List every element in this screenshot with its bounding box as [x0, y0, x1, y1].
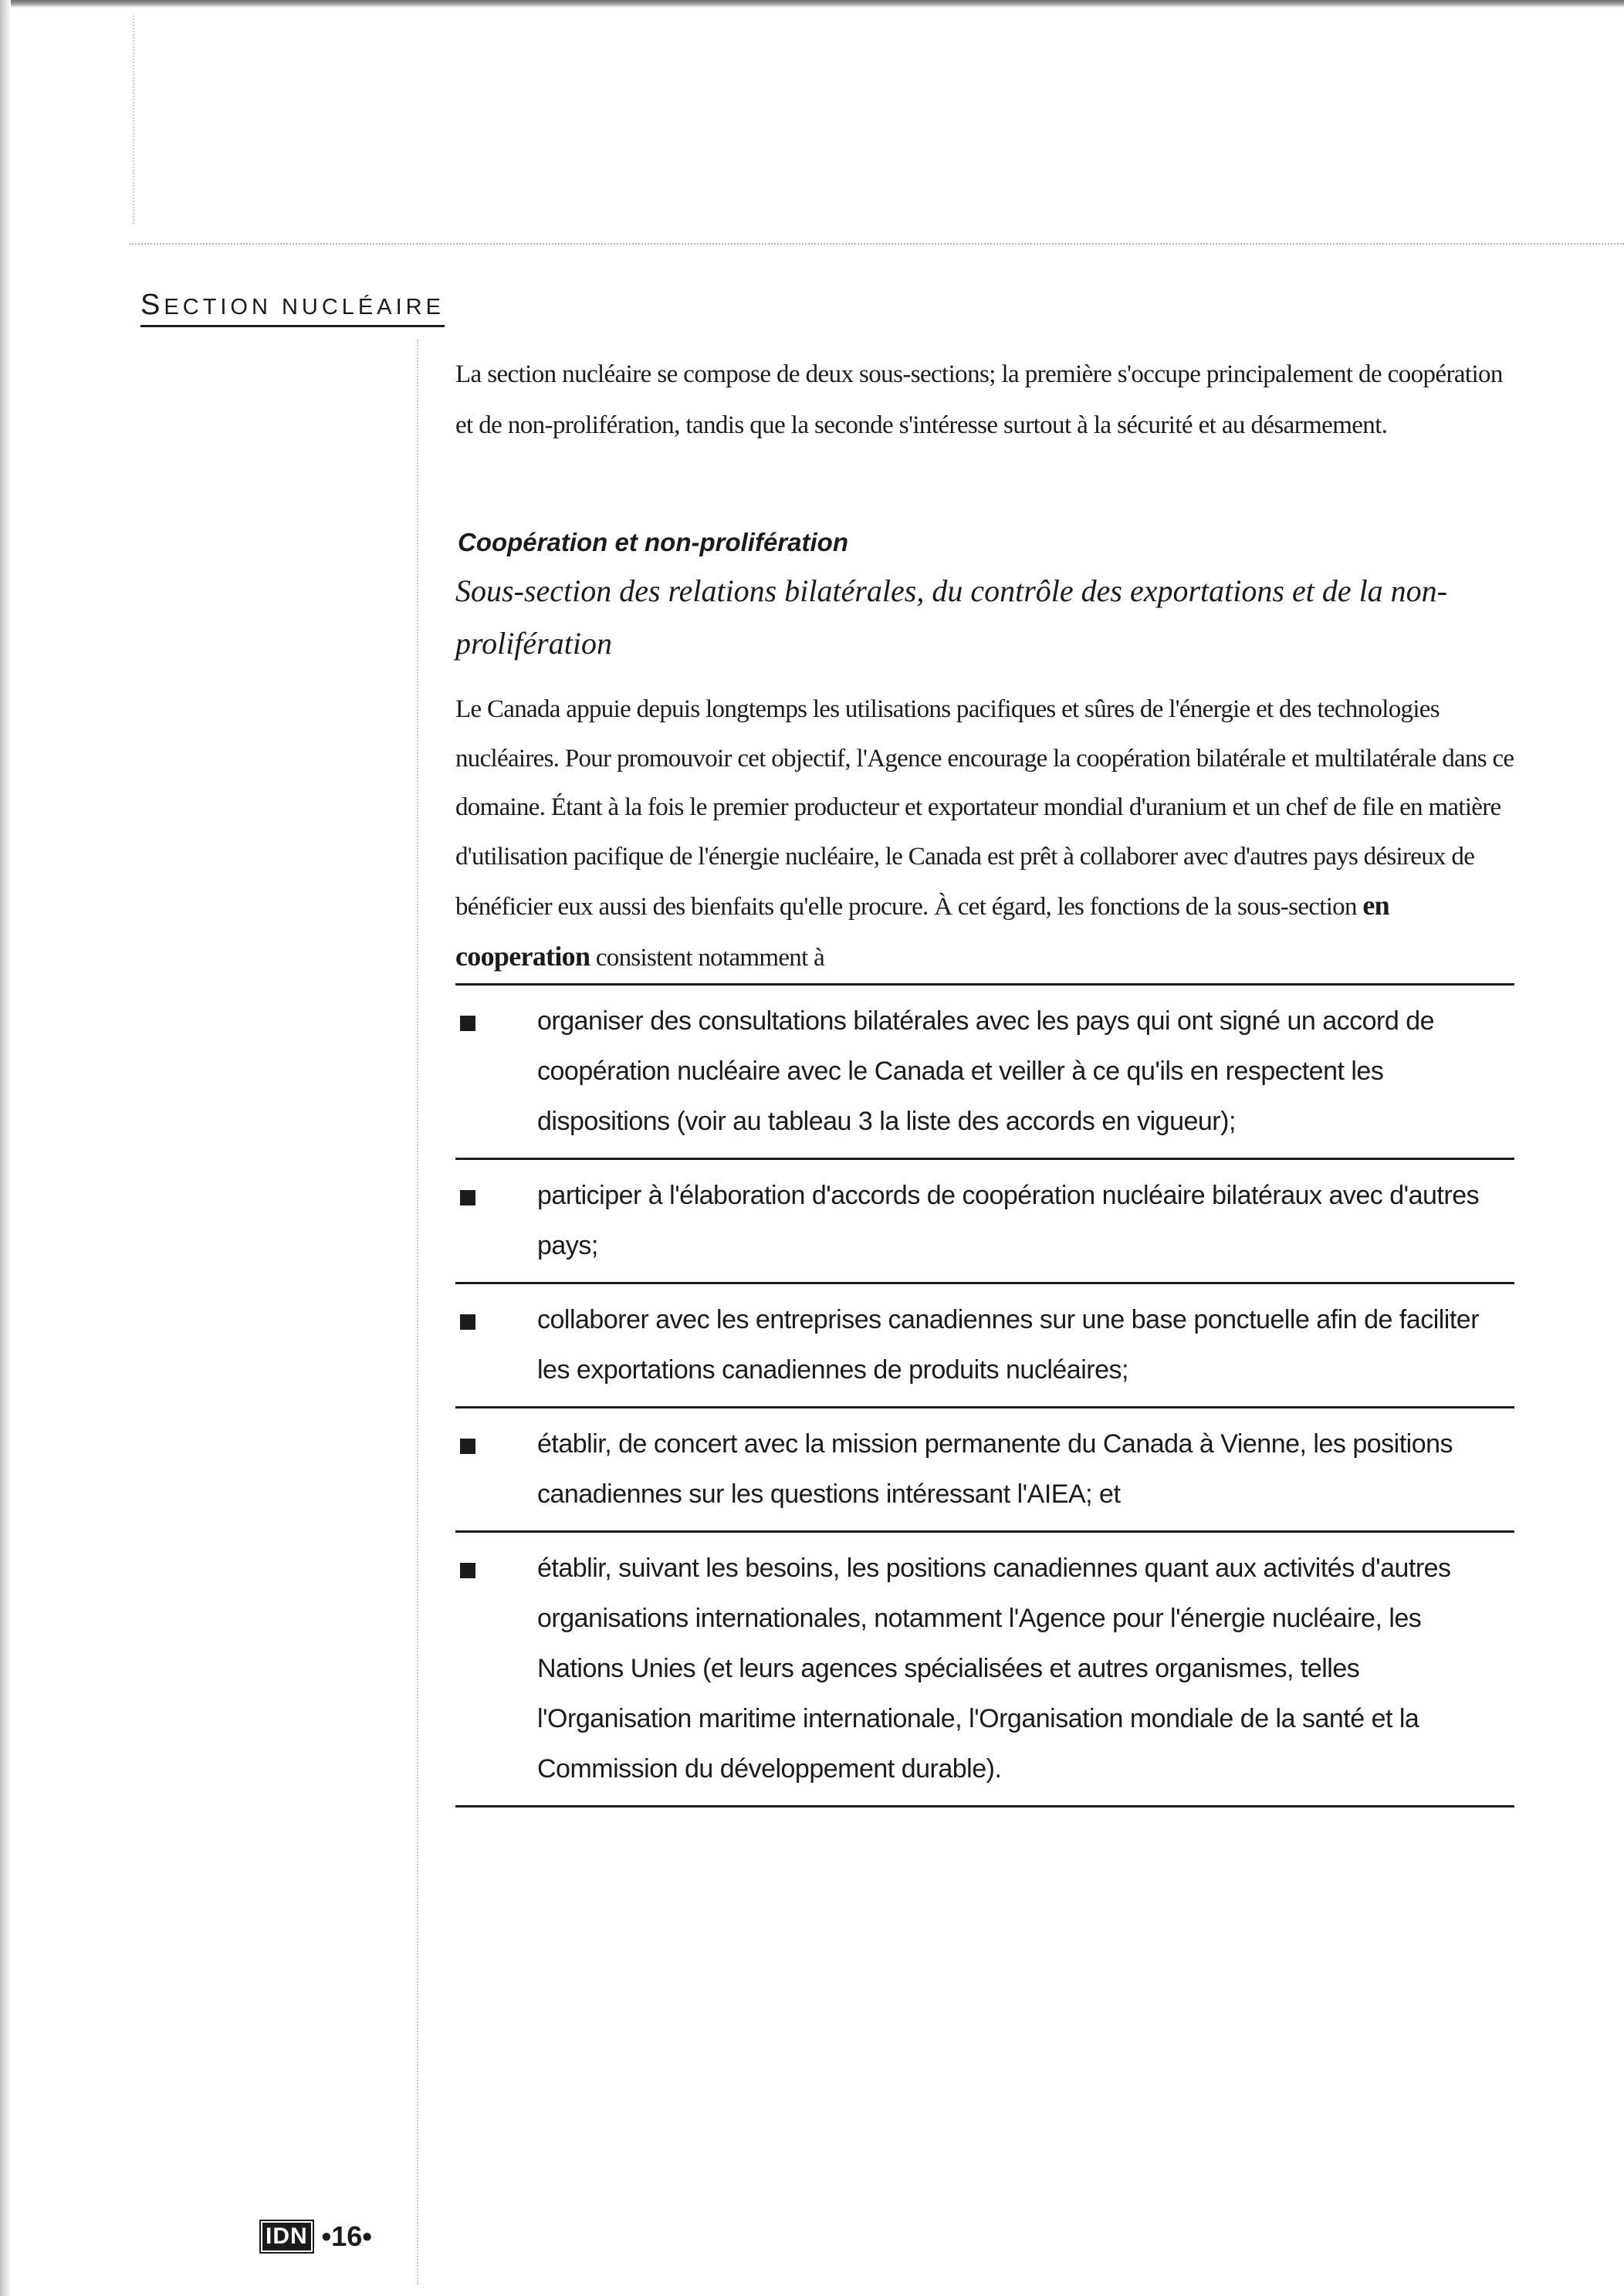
square-bullet-icon	[460, 1016, 475, 1031]
dotted-guide-horizontal	[130, 243, 1624, 245]
scan-edge-top	[0, 0, 1624, 8]
body-paragraph-start: Le Canada appuie depuis longtemps les utilisations pacifiques et sûres de l'énergie et des technologies nucléaires. Pour promouvoir cet objectif, l'Agence encourage la coopération bilatérale et multilatérale dans ce domaine. Étant à la fois le premier producteur et exportateur mondial d'uranium et un chef de file en matière d'utilisation pacifique de l'énergie nucléaire, le Canada est prêt à collaborer avec d'autres pays désireux de bénéficier eux aussi des bienfaits qu'elle procure. À cet égard, les fonctions de la sous-section	[455, 695, 1514, 921]
section-heading-rest: ECTION NUCLÉAIRE	[164, 295, 445, 320]
body-paragraph-end: consistent notamment à	[595, 943, 825, 972]
dotted-guide-margin	[133, 15, 134, 224]
list-item	[455, 986, 1514, 1160]
square-bullet-icon	[460, 1439, 475, 1454]
idn-logo: IDN	[259, 2220, 314, 2254]
section-heading-initial: S	[140, 289, 164, 321]
list-item-text: établir, suivant les besoins, les positions canadiennes quant aux activités d'autres organisations internationales, notamment l'Agence pour l'énergie nucléaire, les Nations Unies (et leurs agences spécialisées et autres organismes, telles l'Organisation maritime internationale, l'Organisation mondiale de la santé et la Commission du développement durable).	[537, 1554, 1451, 1784]
body-paragraph-emphasis: en cooperation	[455, 890, 1389, 972]
square-bullet-icon	[460, 1563, 475, 1578]
list-item-text: collaborer avec les entreprises canadiennes sur une base ponctuelle afin de faciliter les exportations canadiennes de produits nucléaires;	[537, 1305, 1480, 1385]
list-item	[455, 1408, 1514, 1533]
page-number: •16•	[321, 2220, 372, 2252]
dotted-guide-column	[417, 340, 418, 2284]
subsection-subtitle: Sous-section des relations bilatérales, du contrôle des exportations et de la non-prolifération	[455, 573, 1447, 661]
intro-paragraph: La section nucléaire se compose de deux sous-sections; la première s'occupe principalement de coopération et de non-prolifération, tandis que la seconde s'intéresse surtout à la sécurité et au désarmement.	[455, 360, 1503, 439]
body-paragraph	[455, 685, 1521, 982]
section-heading	[140, 289, 445, 327]
list-item-text: participer à l'élaboration d'accords de coopération nucléaire bilatéraux avec d'autres pays;	[537, 1181, 1480, 1260]
list-item	[455, 1160, 1514, 1284]
list-item	[455, 1284, 1514, 1408]
square-bullet-icon	[460, 1190, 475, 1205]
scan-edge-left	[0, 0, 11, 2296]
list-item	[455, 1533, 1514, 1807]
square-bullet-icon	[460, 1314, 475, 1330]
functions-list	[455, 983, 1514, 1807]
subsection-title: Coopération et non-prolifération	[458, 528, 848, 556]
list-item-text: établir, de concert avec la mission permanente du Canada à Vienne, les positions canadiennes sur les questions intéressant l'AIEA; et	[537, 1429, 1453, 1509]
page-footer	[259, 2217, 372, 2257]
list-item-text: organiser des consultations bilatérales avec les pays qui ont signé un accord de coopération nucléaire avec le Canada et veiller à ce qu'ils en respectent les dispositions (voir au tableau 3 la liste des accords en vigueur);	[537, 1006, 1435, 1136]
